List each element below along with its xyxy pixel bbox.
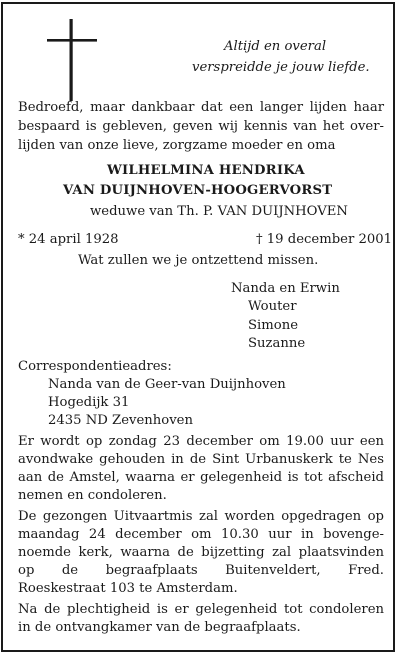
deceased-name-line-2: VAN DUIJNHOVEN-HOOGERVORST <box>63 183 333 198</box>
correspondence-city: 2435 ND Zevenhoven <box>48 413 193 428</box>
intro-line-1: Bedroefd, maar dankbaar dat een langer lijden haar <box>18 100 384 115</box>
correspondence-label: Correspondentieadres: <box>18 359 172 374</box>
family-name-2: Wouter <box>248 299 297 314</box>
family-name-1: Nanda en Erwin <box>231 281 340 296</box>
sentiment-line: Wat zullen we je ontzettend missen. <box>78 253 319 268</box>
intro-line-2: bespaard is gebleven, geven wij kennis van het over- <box>18 119 384 134</box>
vigil-line-3: aan de Amstel, waarna er gelegenheid is tot afscheid <box>18 470 384 485</box>
family-name-4: Suzanne <box>248 336 306 351</box>
funeral-line-5: Roeskestraat 103 te Amsterdam. <box>18 581 238 596</box>
closing-line-2: in de ontvangkamer van de begraafplaats. <box>18 620 301 635</box>
funeral-line-2: maandag 24 december om 10.30 uur in bovenge- <box>18 527 384 542</box>
vigil-line-2: avondwake gehouden in de Sint Urbanuskerk te Nes <box>18 452 384 467</box>
funeral-line-1: De gezongen Uitvaartmis zal worden opgedragen op <box>18 509 384 524</box>
deceased-name-line-1: WILHELMINA HENDRIKA <box>107 163 305 178</box>
birth-date: * 24 april 1928 <box>18 232 119 247</box>
funeral-line-4: op de begraafplaats Buitenveldert, Fred. <box>18 563 384 578</box>
motto-line-1: Altijd en overal <box>224 39 327 54</box>
intro-line-3: lijden van onze lieve, zorgzame moeder en oma <box>18 138 336 153</box>
widow-line: weduwe van Th. P. VAN DUIJNHOVEN <box>90 204 348 219</box>
closing-line-1: Na de plechtigheid is er gelegenheid tot condoleren <box>18 602 384 617</box>
vigil-line-4: nemen en condoleren. <box>18 488 167 503</box>
motto-line-2: verspreidde je jouw liefde. <box>192 60 370 75</box>
correspondence-street: Hogedijk 31 <box>48 395 130 410</box>
cross-icon <box>47 19 97 101</box>
vigil-line-1: Er wordt op zondag 23 december om 19.00 uur een <box>18 434 384 449</box>
correspondence-name: Nanda van de Geer-van Duijnhoven <box>48 377 286 392</box>
death-date: † 19 december 2001 <box>256 232 393 247</box>
funeral-line-3: noemde kerk, waarna de bijzetting zal plaatsvinden <box>18 545 384 560</box>
family-name-3: Simone <box>248 318 298 333</box>
